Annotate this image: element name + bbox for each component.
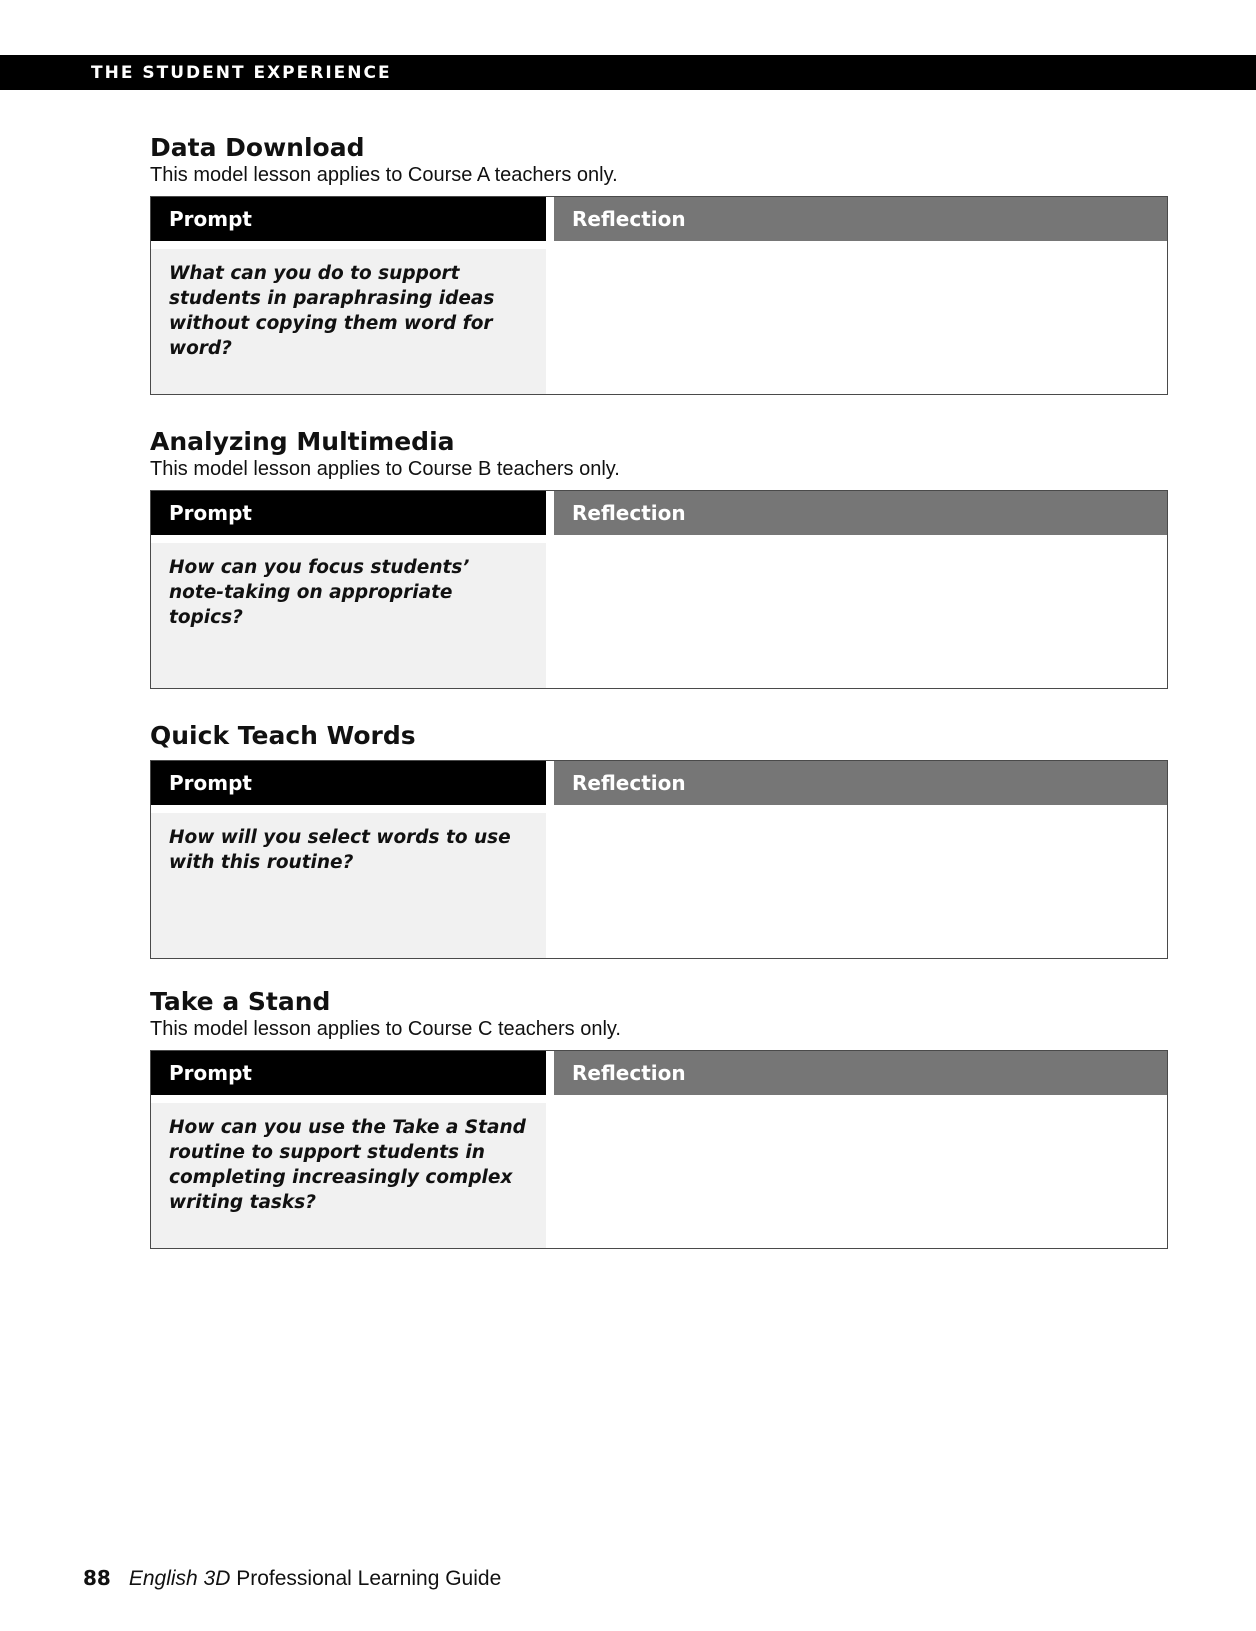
- prompt-question: How can you focus students’ note-taking on appropriate topics?: [169, 557, 470, 628]
- section-analyzing-multimedia: [150, 427, 1168, 689]
- section-title: Take a Stand: [150, 987, 331, 1016]
- prompt-header-label: Prompt: [169, 1061, 252, 1085]
- prompt-header: [151, 1051, 546, 1103]
- reflection-response-area[interactable]: [554, 1095, 1167, 1248]
- column-divider: [546, 1051, 554, 1095]
- prompt-reflection-table: [150, 760, 1168, 959]
- reflection-response-area[interactable]: [554, 535, 1167, 688]
- reflection-header-label: Reflection: [572, 501, 686, 525]
- prompt-header-label: Prompt: [169, 771, 252, 795]
- section-subtitle: This model lesson applies to Course A teachers only.: [150, 164, 618, 186]
- prompt-question: What can you do to support students in paraphrasing ideas without copying them word for word?: [169, 263, 495, 359]
- prompt-header-label: Prompt: [169, 501, 252, 525]
- reflection-response-area[interactable]: [554, 241, 1167, 394]
- reflection-header-label: Reflection: [572, 771, 686, 795]
- book-title-rest: Professional Learning Guide: [230, 1567, 502, 1590]
- column-divider: [546, 491, 554, 535]
- section-take-a-stand: [150, 987, 1168, 1249]
- reflection-header: [554, 761, 1167, 805]
- prompt-header: [151, 761, 546, 813]
- reflection-header: [554, 491, 1167, 535]
- running-head-bar: [0, 55, 1256, 90]
- prompt-reflection-table: [150, 490, 1168, 689]
- page-number: 88: [83, 1566, 111, 1590]
- section-subtitle: This model lesson applies to Course B teachers only.: [150, 458, 620, 480]
- page-footer: [83, 1566, 501, 1591]
- reflection-header: [554, 1051, 1167, 1095]
- section-title: Analyzing Multimedia: [150, 427, 455, 456]
- section-subtitle: This model lesson applies to Course C teachers only.: [150, 1018, 621, 1040]
- section-title: Quick Teach Words: [150, 721, 416, 750]
- book-title-italic: English 3D: [128, 1567, 231, 1590]
- prompt-question: How will you select words to use with this routine?: [169, 827, 511, 873]
- column-divider: [546, 197, 554, 241]
- reflection-header: [554, 197, 1167, 241]
- running-head: THE STUDENT EXPERIENCE: [91, 63, 392, 83]
- prompt-header: [151, 197, 546, 249]
- reflection-response-area[interactable]: [554, 805, 1167, 958]
- reflection-header-label: Reflection: [572, 207, 686, 231]
- column-divider: [546, 761, 554, 805]
- section-title: Data Download: [150, 133, 365, 162]
- reflection-header-label: Reflection: [572, 1061, 686, 1085]
- prompt-header: [151, 491, 546, 543]
- prompt-header-label: Prompt: [169, 207, 252, 231]
- section-data-download: [150, 133, 1168, 395]
- prompt-reflection-table: [150, 1050, 1168, 1249]
- prompt-question: How can you use the Take a Stand routine to support students in completing increasingly complex writing tasks?: [169, 1117, 526, 1213]
- prompt-reflection-table: [150, 196, 1168, 395]
- section-quick-teach-words: [150, 721, 1168, 959]
